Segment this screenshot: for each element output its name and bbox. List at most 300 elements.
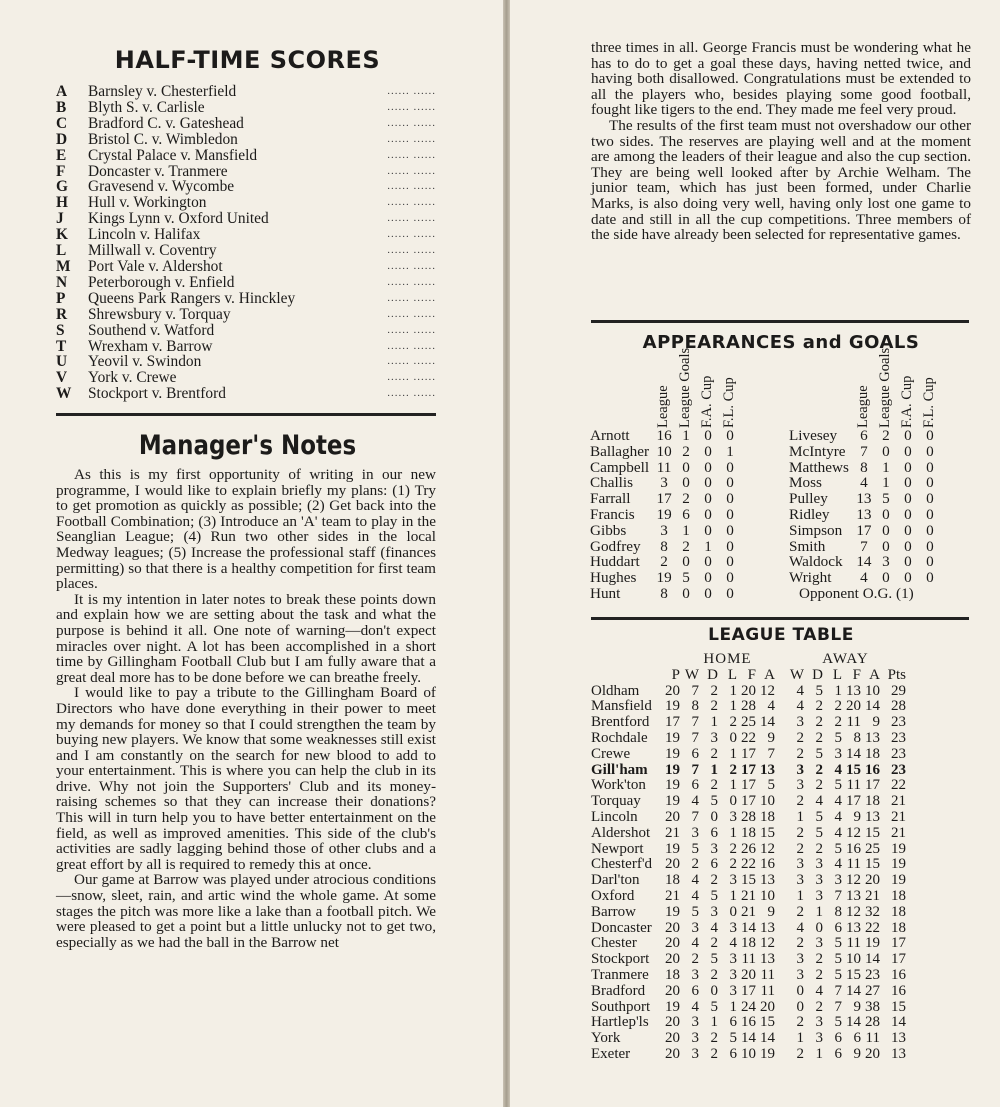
- stat-cell: 6: [691, 745, 699, 762]
- stat-cell: 23: [891, 729, 906, 746]
- match-name: Barnsley v. Chesterfield: [88, 84, 237, 100]
- page-gutter: [503, 0, 510, 1107]
- stat-cell: 2: [796, 1014, 804, 1031]
- match-name: Peterborough v. Enfield: [88, 274, 235, 291]
- stat-cell: 18: [741, 935, 756, 952]
- player-name: McIntyre: [789, 442, 846, 460]
- opponent-goals: Opponent O.G. (1): [799, 584, 914, 602]
- spacer: [775, 763, 785, 779]
- stat-cell: 3: [815, 887, 823, 904]
- stat-cell: 2: [796, 1045, 804, 1062]
- stat-cell: 0: [796, 982, 804, 999]
- stat-cell: 2: [729, 714, 737, 731]
- stat-cell: 20: [741, 966, 756, 983]
- stat-cell: 0: [710, 808, 718, 825]
- match-name: Lincoln v. Halifax: [88, 227, 201, 244]
- stat-cell: 18: [665, 966, 680, 983]
- stat-cell: 5: [834, 840, 842, 857]
- stat-cell: 19: [656, 569, 672, 587]
- league-row: [591, 905, 906, 921]
- stat-cell: 5: [834, 777, 842, 794]
- score-placeholder: ...... ......: [387, 164, 436, 177]
- player-name: Francis: [590, 505, 635, 523]
- stat-cell: 1: [682, 427, 690, 444]
- half-time-item: [56, 275, 436, 291]
- league-table-title: LEAGUE TABLE: [708, 625, 854, 645]
- stat-cell: 2: [815, 966, 823, 983]
- stat-cell: 2: [796, 935, 804, 952]
- stat-cell: 14: [856, 553, 872, 571]
- match-letter: M: [56, 257, 71, 275]
- stat-cell: 4: [691, 793, 699, 810]
- stat-cell: 5: [691, 840, 699, 857]
- stat-cell: 20: [865, 1045, 880, 1062]
- stat-cell: 3: [815, 1030, 823, 1047]
- divider: [591, 320, 969, 323]
- match-letter: L: [56, 242, 67, 260]
- stat-cell: 15: [760, 1014, 775, 1031]
- stat-cell: 4: [691, 998, 699, 1015]
- column-header: W: [789, 666, 804, 683]
- match-letter: N: [56, 273, 68, 291]
- match-letter: T: [56, 337, 67, 355]
- stat-cell: 13: [856, 505, 872, 523]
- stat-cell: 16: [891, 966, 906, 983]
- league-row: [591, 826, 906, 842]
- stat-cell: 23: [865, 966, 880, 983]
- stat-cell: 5: [691, 903, 699, 920]
- stat-cell: 5: [710, 998, 718, 1015]
- stat-cell: 23: [891, 714, 906, 731]
- stat-cell: 22: [891, 777, 906, 794]
- player-row: [789, 570, 941, 586]
- stat-cell: 0: [926, 505, 934, 523]
- stat-cell: 3: [729, 919, 737, 936]
- player-row: [789, 523, 941, 539]
- player-name: Gibbs: [590, 521, 627, 539]
- league-row: [591, 747, 906, 763]
- stat-cell: 19: [865, 935, 880, 952]
- stat-cell: 19: [665, 777, 680, 794]
- stat-cell: 21: [865, 887, 880, 904]
- column-header: D: [707, 666, 718, 683]
- stat-cell: 0: [926, 474, 934, 492]
- stat-cell: 3: [796, 856, 804, 873]
- stat-cell: 12: [846, 872, 861, 889]
- column-header: L: [832, 666, 842, 683]
- match-letter: R: [56, 305, 68, 323]
- divider: [591, 617, 969, 620]
- stat-cell: 15: [865, 856, 880, 873]
- header-row: [590, 354, 741, 428]
- stat-cell: 19: [891, 872, 906, 889]
- player-row: [789, 475, 941, 491]
- team-name: Bradford: [591, 982, 646, 999]
- spacer: [775, 921, 785, 937]
- team-name: Chesterf'd: [591, 856, 653, 873]
- player-row: [789, 428, 941, 444]
- spacer: [775, 952, 785, 968]
- match-name: Bradford C. v. Gateshead: [88, 115, 244, 132]
- stat-cell: 0: [882, 442, 890, 460]
- spacer: [775, 684, 785, 700]
- stat-cell: 5: [882, 490, 890, 508]
- player-row: [590, 523, 741, 539]
- stat-cell: 11: [741, 951, 756, 968]
- stat-cell: 2: [796, 903, 804, 920]
- stat-cell: 0: [904, 490, 912, 508]
- score-placeholder: ...... ......: [387, 148, 436, 161]
- stat-cell: 4: [691, 887, 699, 904]
- stat-cell: 5: [815, 808, 823, 825]
- player-column-header: [590, 354, 653, 428]
- spacer: [775, 810, 785, 826]
- half-time-item: [56, 339, 436, 355]
- stat-cell: 13: [760, 761, 775, 778]
- player-name: Pulley: [789, 490, 828, 508]
- team-name: Gill'ham: [591, 761, 648, 778]
- half-time-item: [56, 148, 436, 164]
- stat-cell: 1: [710, 714, 718, 731]
- stat-cell: 2: [682, 490, 690, 508]
- stat-cell: 17: [865, 777, 880, 794]
- stat-cell: 19: [891, 856, 906, 873]
- stat-cell: 7: [834, 982, 842, 999]
- stat-cell: 19: [760, 1045, 775, 1062]
- stat-cell: 0: [926, 569, 934, 587]
- stat-cell: 2: [710, 1030, 718, 1047]
- score-placeholder: ...... ......: [387, 85, 436, 97]
- column-header: League: [655, 385, 672, 428]
- stat-cell: 20: [665, 1045, 680, 1062]
- stat-cell: 4: [796, 919, 804, 936]
- player-row: [590, 507, 741, 523]
- league-row: [591, 984, 906, 1000]
- stat-cell: 1: [834, 682, 842, 699]
- match-letter: C: [56, 114, 68, 132]
- home-label: HOME: [703, 651, 752, 667]
- stat-cell: 1: [729, 777, 737, 794]
- stat-cell: 2: [796, 824, 804, 841]
- stat-cell: 0: [926, 427, 934, 444]
- stat-cell: 2: [815, 761, 823, 778]
- stat-cell: 5: [834, 951, 842, 968]
- stat-cell: 32: [865, 903, 880, 920]
- stat-cell: 3: [691, 1014, 699, 1031]
- stat-cell: 9: [767, 729, 775, 746]
- stat-cell: 14: [846, 982, 861, 999]
- stat-cell: 20: [665, 935, 680, 952]
- stat-cell: 3: [660, 521, 668, 539]
- stat-cell: 7: [691, 682, 699, 699]
- stat-cell: 20: [665, 1014, 680, 1031]
- stat-cell: 3: [691, 824, 699, 841]
- league-row: [591, 936, 906, 952]
- half-time-item: [56, 132, 436, 148]
- match-name: Millwall v. Coventry: [88, 243, 217, 259]
- stat-cell: 13: [865, 808, 880, 825]
- stat-cell: 16: [760, 856, 775, 873]
- player-name: Hughes: [590, 569, 637, 587]
- stat-cell: 3: [815, 872, 823, 889]
- column-header-row: [591, 668, 906, 684]
- stat-cell: 17: [741, 761, 756, 778]
- stat-cell: 21: [665, 824, 680, 841]
- stat-cell: 17: [846, 793, 861, 810]
- stat-cell: 14: [760, 714, 775, 731]
- stat-cell: 0: [704, 442, 712, 460]
- stat-cell: 6: [710, 824, 718, 841]
- stat-cell: 0: [704, 553, 712, 571]
- half-time-item: [56, 386, 436, 402]
- stat-cell: 11: [846, 714, 861, 731]
- stat-cell: 1: [729, 698, 737, 715]
- stat-cell: 13: [891, 1045, 906, 1062]
- stat-cell: 5: [682, 569, 690, 587]
- stat-cell: 8: [691, 698, 699, 715]
- half-time-item: [56, 291, 436, 307]
- stat-cell: 14: [846, 1014, 861, 1031]
- team-name: Chester: [591, 935, 637, 952]
- stat-cell: 0: [704, 569, 712, 587]
- stat-cell: 18: [891, 887, 906, 904]
- stat-cell: 13: [846, 919, 861, 936]
- paragraph: Our game at Barrow was played under atrocious conditions—snow, sleet, rain, and artic wind the whole game. At some stages the pitch was more like a lake than a football pitch. We were pleased to get a point but a little unlucky not to get two, especially as we had the ball in the Barrow net: [56, 871, 436, 951]
- spacer: [775, 889, 785, 905]
- stat-cell: 20: [846, 698, 861, 715]
- stat-cell: 16: [891, 982, 906, 999]
- stat-cell: 0: [904, 458, 912, 476]
- stat-cell: 20: [665, 919, 680, 936]
- match-name: Hull v. Workington: [88, 195, 207, 212]
- half-time-item: [56, 227, 436, 243]
- player-row: [590, 428, 741, 444]
- match-letter: D: [56, 130, 68, 148]
- half-time-item: [56, 84, 436, 100]
- paragraph: I would like to pay a tribute to the Gillingham Board of Directors who have done everything in their power to meet my demands for money so that I could strengthen the team by buying new players. We know that some weaknesses still exist and I am constantly on the search for new blood to add to your entertainment. This is where you can help the club in its drive. Why not join the Supporters' Club and its money-raising schemes so that they can increase their donations? This will in turn help you to have better entertainment on the field, as well as improved amenities. This side of the club's activities are sadly lagging behind those of other clubs and a great effort by all is required to remedy this at once.: [56, 684, 436, 873]
- stat-cell: 1: [729, 745, 737, 762]
- player-row: [590, 460, 741, 476]
- stat-cell: 2: [729, 840, 737, 857]
- stat-cell: 18: [891, 919, 906, 936]
- stat-cell: 11: [846, 856, 861, 873]
- stat-cell: 17: [741, 982, 756, 999]
- player-name: Wright: [789, 569, 832, 587]
- stat-cell: 20: [741, 682, 756, 699]
- player-name: Challis: [590, 474, 634, 492]
- league-row: [591, 1000, 906, 1016]
- stat-cell: 29: [891, 682, 906, 699]
- player-row: [789, 491, 941, 507]
- stat-cell: 2: [729, 856, 737, 873]
- stat-cell: 7: [834, 887, 842, 904]
- match-name: Queens Park Rangers v. Hinckley: [88, 290, 296, 307]
- team-name: Torquay: [591, 793, 641, 810]
- player-name: Godfrey: [590, 537, 641, 555]
- stat-cell: 13: [846, 887, 861, 904]
- spacer: [775, 778, 785, 794]
- score-placeholder: ...... ......: [387, 275, 436, 288]
- stat-cell: 8: [660, 537, 668, 555]
- league-row: [591, 1047, 906, 1063]
- stat-cell: 0: [729, 729, 737, 746]
- stat-cell: 0: [726, 505, 734, 523]
- stat-cell: 0: [682, 458, 690, 476]
- stat-cell: 3: [796, 761, 804, 778]
- score-placeholder: ...... ......: [387, 355, 436, 368]
- stat-cell: 0: [815, 919, 823, 936]
- stat-cell: 1: [729, 682, 737, 699]
- managers-notes-continued: [591, 40, 971, 243]
- stat-cell: 19: [656, 505, 672, 523]
- match-letter: G: [56, 178, 68, 196]
- league-row: [591, 921, 906, 937]
- league-row: [591, 810, 906, 826]
- stat-cell: 3: [729, 872, 737, 889]
- stat-cell: 1: [729, 887, 737, 904]
- stat-cell: 0: [704, 458, 712, 476]
- stat-cell: 22: [865, 919, 880, 936]
- stat-cell: 20: [865, 872, 880, 889]
- spacer: [775, 747, 785, 763]
- stat-cell: 4: [796, 682, 804, 699]
- spacer: [775, 826, 785, 842]
- player-name: Huddart: [590, 553, 640, 571]
- stat-cell: 19: [665, 903, 680, 920]
- stat-cell: 20: [760, 998, 775, 1015]
- league-row: [591, 731, 906, 747]
- stat-cell: 2: [815, 729, 823, 746]
- stat-cell: 4: [729, 935, 737, 952]
- stat-cell: 2: [710, 682, 718, 699]
- stat-cell: 20: [665, 951, 680, 968]
- stat-cell: 0: [729, 793, 737, 810]
- stat-cell: 3: [834, 872, 842, 889]
- stat-cell: 18: [865, 745, 880, 762]
- team-name: Crewe: [591, 745, 631, 762]
- column-header: F.A. Cup: [899, 375, 915, 428]
- team-name: Darl'ton: [591, 872, 640, 889]
- stat-cell: 4: [796, 698, 804, 715]
- stat-cell: 10: [656, 442, 672, 460]
- stat-cell: 18: [741, 824, 756, 841]
- stat-cell: 19: [665, 793, 680, 810]
- stat-cell: 0: [704, 474, 712, 492]
- stat-cell: 28: [865, 1014, 880, 1031]
- stat-cell: 18: [865, 793, 880, 810]
- stat-cell: 12: [760, 682, 775, 699]
- stat-cell: 18: [760, 808, 775, 825]
- match-letter: V: [56, 369, 68, 387]
- stat-cell: 0: [682, 474, 690, 492]
- stat-cell: 17: [741, 777, 756, 794]
- stat-cell: 3: [729, 982, 737, 999]
- stat-cell: 7: [860, 537, 868, 555]
- stat-cell: 0: [729, 903, 737, 920]
- stat-cell: 0: [726, 490, 734, 508]
- column-header: W: [684, 666, 699, 683]
- column-header: A: [764, 666, 775, 683]
- stat-cell: 2: [710, 935, 718, 952]
- score-placeholder: ...... ......: [387, 339, 436, 352]
- stat-cell: 22: [741, 856, 756, 873]
- stat-cell: 3: [691, 966, 699, 983]
- stat-cell: 0: [704, 584, 712, 602]
- stat-cell: 11: [846, 777, 861, 794]
- stat-cell: 12: [846, 903, 861, 920]
- stat-cell: 4: [834, 856, 842, 873]
- stat-cell: 28: [891, 698, 906, 715]
- stat-cell: 25: [741, 714, 756, 731]
- stat-cell: 21: [741, 887, 756, 904]
- paragraph: As this is my first opportunity of writing in our new programme, I would like to explain briefly my plans: (1) Try to get promotion as quickly as possible; (2) Get back into the Football Combination; (3) Introduce an 'A' team to play in the Seanglian League; (4) Run two other sides in the local Medway leagues; (5) Increase the professional staff (finances permitting) so that there is a healthy competition for first team places.: [56, 466, 436, 593]
- stat-cell: 18: [665, 872, 680, 889]
- stat-cell: 9: [853, 808, 861, 825]
- stat-cell: 5: [710, 887, 718, 904]
- stat-cell: 2: [796, 793, 804, 810]
- stat-cell: 5: [815, 682, 823, 699]
- stat-cell: 3: [796, 714, 804, 731]
- player-name: Smith: [789, 537, 826, 555]
- half-time-item: [56, 179, 436, 195]
- stat-cell: 2: [796, 745, 804, 762]
- stat-cell: 5: [729, 1030, 737, 1047]
- stat-cell: 14: [741, 919, 756, 936]
- match-letter: K: [56, 226, 68, 244]
- team-name: Exeter: [591, 1045, 631, 1062]
- match-letter: H: [56, 194, 68, 212]
- team-name: Barrow: [591, 903, 636, 920]
- stat-cell: 10: [760, 793, 775, 810]
- stat-cell: 4: [710, 919, 718, 936]
- stat-cell: 3: [710, 729, 718, 746]
- stat-cell: 7: [767, 745, 775, 762]
- stat-cell: 2: [796, 729, 804, 746]
- player-name: Matthews: [789, 458, 849, 476]
- stat-cell: 17: [891, 951, 906, 968]
- score-placeholder: ...... ......: [387, 116, 436, 129]
- stat-cell: 21: [741, 903, 756, 920]
- stat-cell: 20: [665, 808, 680, 825]
- team-header: [591, 668, 661, 684]
- stat-cell: 6: [729, 1014, 737, 1031]
- match-name: York v. Crewe: [88, 370, 177, 387]
- stat-cell: 6: [729, 1045, 737, 1062]
- stat-cell: 2: [882, 427, 890, 444]
- stat-cell: 0: [726, 458, 734, 476]
- league-row: [591, 952, 906, 968]
- column-header: L: [727, 666, 737, 683]
- stat-cell: 2: [815, 714, 823, 731]
- stat-cell: 1: [682, 521, 690, 539]
- stat-cell: 17: [665, 714, 680, 731]
- player-row: [590, 554, 741, 570]
- match-letter: J: [56, 210, 64, 228]
- stat-cell: 15: [846, 761, 861, 778]
- stat-cell: 2: [682, 537, 690, 555]
- stat-cell: 11: [760, 982, 775, 999]
- column-header: F.L. Cup: [721, 377, 738, 428]
- stat-cell: 9: [853, 998, 861, 1015]
- league-row: [591, 842, 906, 858]
- stat-cell: 4: [691, 872, 699, 889]
- league-row: [591, 1031, 906, 1047]
- stat-cell: 17: [891, 935, 906, 952]
- spacer: [775, 1031, 785, 1047]
- score-placeholder: ...... ......: [387, 100, 436, 113]
- league-row: [591, 889, 906, 905]
- column-header: F.L. Cup: [921, 377, 937, 428]
